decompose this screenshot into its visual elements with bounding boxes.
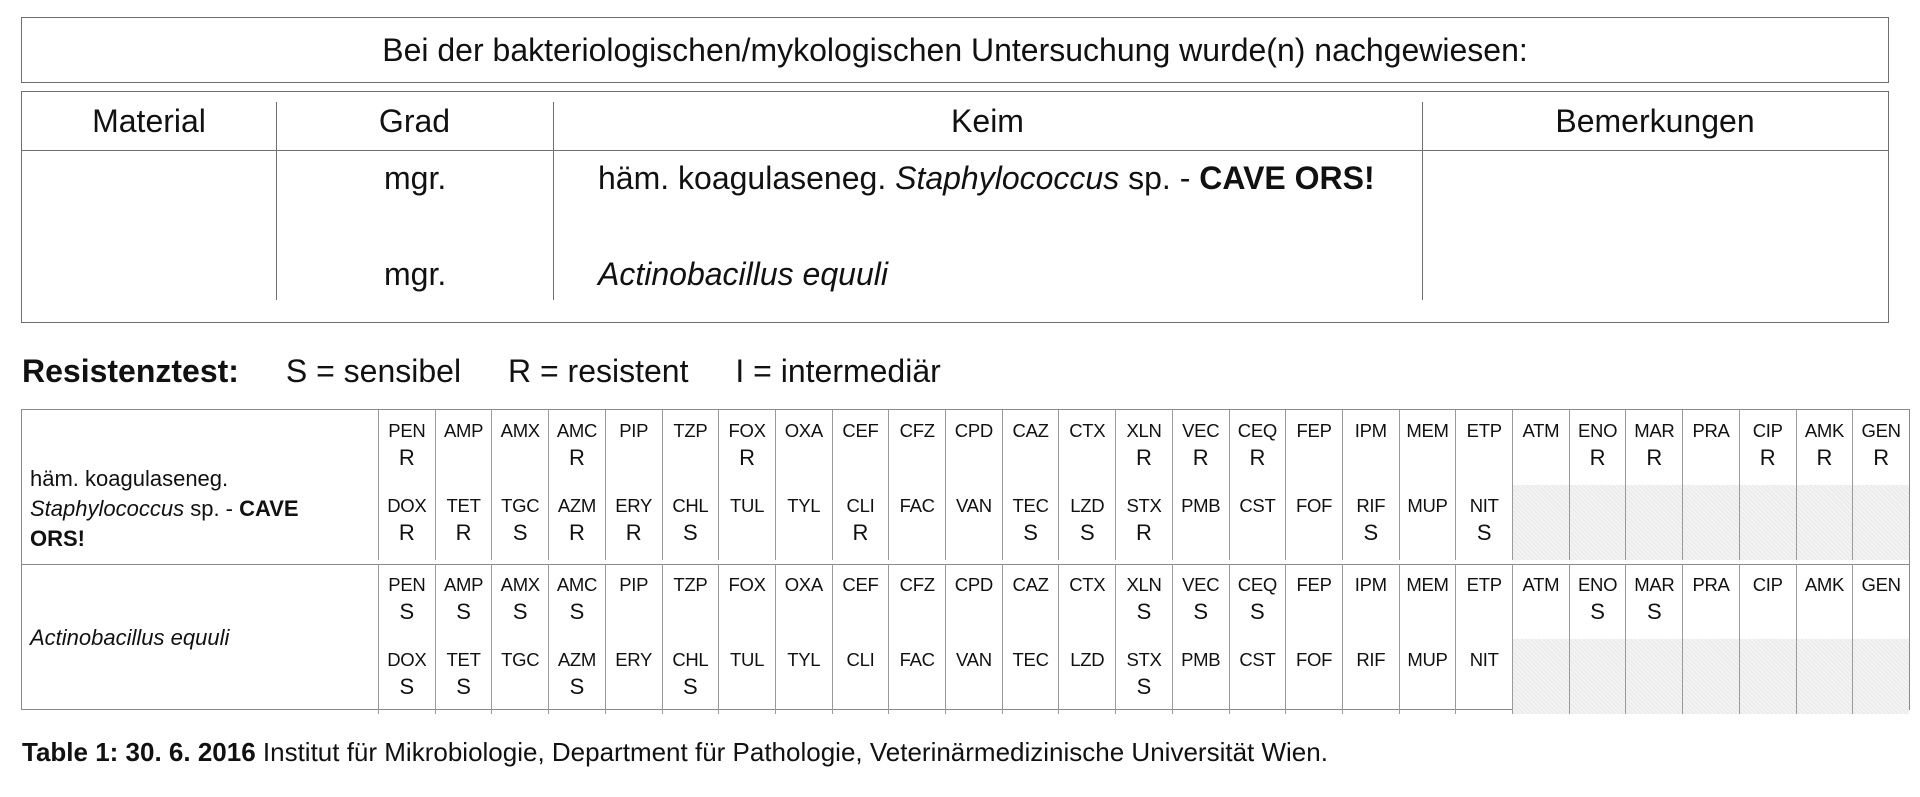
antibiotic-code: LZD <box>1070 649 1105 670</box>
antibiotic-code: ATM <box>1522 574 1560 595</box>
resistance-cell <box>1002 564 1059 639</box>
keim-cell <box>598 158 1398 198</box>
antibiotic-code: AMP <box>443 420 484 441</box>
antibiotic-code: CTX <box>1069 420 1106 441</box>
resistance-result: R <box>1136 520 1152 545</box>
resistance-cell <box>1852 410 1909 485</box>
resistance-cell <box>775 410 832 485</box>
resistance-cell <box>1569 639 1626 714</box>
antibiotic-code: DOX <box>387 649 427 670</box>
resistance-cell <box>1058 485 1115 560</box>
resistance-result: R <box>625 520 642 545</box>
resistance-cell <box>548 639 605 714</box>
resistance-cell <box>888 410 945 485</box>
resistance-cell <box>1399 485 1456 560</box>
resistance-cell <box>832 564 889 639</box>
antibiotic-code: XLN <box>1126 420 1162 441</box>
antibiotic-code: GEN <box>1861 574 1901 595</box>
resistance-cell <box>1625 485 1682 560</box>
column-header-keim: Keim <box>951 102 1024 139</box>
antibiotic-code: AMC <box>556 420 598 441</box>
resistance-cell <box>718 639 775 714</box>
resistance-cell <box>945 564 1002 639</box>
resistance-cell <box>378 485 435 560</box>
resistance-cell <box>378 410 435 485</box>
resistance-cell <box>1682 410 1739 485</box>
resistance-cell <box>1058 564 1115 639</box>
antibiotic-code: CIP <box>1752 420 1783 441</box>
antibiotic-code: CLI <box>846 649 875 670</box>
resistance-grid <box>378 410 1909 560</box>
resistance-cell <box>1512 485 1569 560</box>
antibiotic-code: PIP <box>619 574 649 595</box>
resistance-result: S <box>1193 599 1209 624</box>
antibiotic-code: OXA <box>784 574 823 595</box>
resistance-table <box>21 409 1910 710</box>
antibiotic-code: CEQ <box>1237 420 1277 441</box>
antibiotic-code: MUP <box>1407 649 1448 670</box>
antibiotic-code: VEC <box>1182 420 1220 441</box>
column-header-bemerkungen: Bemerkungen <box>1555 102 1755 139</box>
resistance-result: S <box>569 674 585 699</box>
antibiotic-code: RIF <box>1356 649 1386 670</box>
resistance-cell <box>1002 639 1059 714</box>
antibiotic-code: XLN <box>1126 574 1162 595</box>
antibiotic-code: TET <box>446 649 481 670</box>
antibiotic-code: CEF <box>842 420 879 441</box>
resistance-cell <box>718 485 775 560</box>
antibiotic-code: FOF <box>1296 649 1333 670</box>
resistance-cell <box>1852 564 1909 639</box>
caption-text: Institut für Mikrobiologie, Department für Pathologie, Veterinärmedizinische Universität Wien. <box>255 737 1328 767</box>
resistance-cell <box>1455 639 1512 714</box>
column-divider <box>276 102 277 300</box>
resistance-cell <box>1796 564 1853 639</box>
resistance-cell <box>1399 410 1456 485</box>
keim-genus: Staphylococcus <box>895 160 1120 196</box>
resistance-cell <box>605 485 662 560</box>
resistance-cell <box>1739 485 1796 560</box>
organism-label: Actinobacillus equuli <box>30 625 230 650</box>
resistance-cell <box>1058 639 1115 714</box>
antibiotic-code: ETP <box>1466 574 1502 595</box>
resistance-result: S <box>1250 599 1265 624</box>
resistance-cell <box>1569 564 1626 639</box>
resistance-cell <box>1115 639 1172 714</box>
resistance-cell <box>1455 564 1512 639</box>
resistance-cell <box>1569 410 1626 485</box>
resistance-cell <box>435 485 492 560</box>
antibiotic-code: MUP <box>1407 495 1448 516</box>
antibiotic-code: CPD <box>954 574 993 595</box>
resistance-cell <box>662 564 719 639</box>
antibiotic-code: CAZ <box>1012 420 1049 441</box>
antibiotic-code: MAR <box>1634 420 1675 441</box>
resistance-cell <box>1285 564 1342 639</box>
resistance-cell <box>1172 485 1229 560</box>
resistance-cell <box>1115 410 1172 485</box>
resistance-cell <box>1399 564 1456 639</box>
antibiotic-code: CST <box>1239 495 1276 516</box>
findings-header <box>21 17 1889 83</box>
resistance-result: S <box>399 674 415 699</box>
resistance-cell <box>1115 485 1172 560</box>
antibiotic-code: PMB <box>1181 495 1221 516</box>
resistance-result: S <box>1476 520 1492 545</box>
resistance-cell <box>888 639 945 714</box>
resistance-cell <box>605 639 662 714</box>
legend-item: R = resistent <box>507 353 689 389</box>
resistance-result: S <box>1363 520 1379 545</box>
antibiotic-code: PRA <box>1692 420 1730 441</box>
antibiotic-code: TEC <box>1012 649 1049 670</box>
antibiotic-code: CAZ <box>1012 574 1049 595</box>
resistance-result: S <box>569 599 585 624</box>
resistance-cell <box>1285 410 1342 485</box>
resistance-cell <box>548 564 605 639</box>
antibiotic-code: CEQ <box>1237 574 1277 595</box>
antibiotic-code: NIT <box>1469 495 1499 516</box>
resistance-cell <box>662 410 719 485</box>
antibiotic-code: CPD <box>954 420 993 441</box>
antibiotic-code: PRA <box>1692 574 1730 595</box>
resistance-result: S <box>1023 520 1038 545</box>
resistance-result: S <box>399 599 415 624</box>
resistance-cell <box>1512 410 1569 485</box>
antibiotic-code: TYL <box>787 495 821 516</box>
antibiotic-code: TZP <box>673 420 708 441</box>
antibiotic-code: PIP <box>619 420 649 441</box>
resistance-cell <box>662 485 719 560</box>
resistance-cell <box>1682 639 1739 714</box>
findings-table <box>21 91 1889 323</box>
column-header-grad: Grad <box>378 102 451 139</box>
antibiotic-code: VAN <box>955 495 992 516</box>
antibiotic-code: NIT <box>1469 649 1499 670</box>
resistance-cell <box>945 639 1002 714</box>
antibiotic-code: CFZ <box>899 420 935 441</box>
resistance-cell <box>605 564 662 639</box>
antibiotic-code: IPM <box>1354 420 1387 441</box>
resistance-cell <box>945 485 1002 560</box>
resistance-result: R <box>398 445 415 470</box>
resistance-cell <box>1229 639 1286 714</box>
resistance-cell <box>1625 410 1682 485</box>
antibiotic-code: TGC <box>501 649 540 670</box>
antibiotic-code: TYL <box>787 649 821 670</box>
antibiotic-code: TET <box>446 495 481 516</box>
resistance-cell <box>775 639 832 714</box>
antibiotic-code: CLI <box>846 495 875 516</box>
resistance-cell <box>1852 639 1909 714</box>
resistance-cell <box>1625 564 1682 639</box>
resistance-result: S <box>683 520 698 545</box>
organism-name-line <box>30 494 299 524</box>
antibiotic-code: FOX <box>728 574 766 595</box>
resistance-cell <box>775 485 832 560</box>
resistance-cell <box>1002 410 1059 485</box>
resistance-result: S <box>1079 520 1095 545</box>
resistance-cell <box>435 410 492 485</box>
antibiotic-code: VEC <box>1182 574 1220 595</box>
antibiotic-code: LZD <box>1070 495 1105 516</box>
antibiotic-code: STX <box>1126 495 1162 516</box>
antibiotic-code: AMC <box>556 574 598 595</box>
antibiotic-code: AMP <box>443 574 484 595</box>
resistance-result: R <box>398 520 415 545</box>
resistance-cell <box>718 564 775 639</box>
resistance-result: S <box>1136 674 1152 699</box>
antibiotic-code: TEC <box>1012 495 1049 516</box>
antibiotic-code: FAC <box>899 649 935 670</box>
antibiotic-code: CTX <box>1069 574 1106 595</box>
resistance-cell <box>378 639 435 714</box>
keim-text: häm. koagulaseneg. <box>598 160 896 196</box>
resistance-cell <box>1739 410 1796 485</box>
antibiotic-code: MEM <box>1406 574 1449 595</box>
resistance-result: S <box>1646 599 1662 624</box>
antibiotic-code: AMK <box>1804 420 1845 441</box>
resistance-cell <box>1512 564 1569 639</box>
antibiotic-code: CEF <box>842 574 879 595</box>
resistance-result: S <box>1136 599 1152 624</box>
antibiotic-code: AMX <box>500 574 540 595</box>
keim-warning: CAVE ORS! <box>1199 160 1375 196</box>
column-divider <box>1422 102 1423 300</box>
antibiotic-code: CHL <box>672 649 709 670</box>
resistance-result: R <box>569 445 585 470</box>
resistance-cell <box>378 564 435 639</box>
legend-item: I = intermediär <box>735 353 941 389</box>
antibiotic-code: ATM <box>1522 420 1560 441</box>
resistance-cell <box>605 410 662 485</box>
antibiotic-code: ERY <box>615 495 653 516</box>
antibiotic-code: AMK <box>1804 574 1845 595</box>
resistance-cell <box>1625 639 1682 714</box>
antibiotic-code: FOF <box>1296 495 1333 516</box>
resistance-cell <box>1172 639 1229 714</box>
antibiotic-code: ENO <box>1578 420 1618 441</box>
antibiotic-code: VAN <box>955 649 992 670</box>
resistance-cell <box>1172 410 1229 485</box>
resistance-cell <box>491 564 548 639</box>
header-divider <box>22 150 1888 151</box>
resistance-cell <box>945 410 1002 485</box>
organism-label <box>30 464 299 554</box>
antibiotic-code: MEM <box>1406 420 1449 441</box>
organism-name: häm. koagulaseneg. <box>30 466 229 491</box>
resistance-cell <box>888 485 945 560</box>
resistance-cell <box>435 564 492 639</box>
organism-warning: ORS! <box>30 526 85 551</box>
resistance-result: R <box>569 520 585 545</box>
antibiotic-code: AZM <box>557 649 597 670</box>
resistance-result: R <box>1589 445 1606 470</box>
grad-cell: mgr. <box>384 256 447 292</box>
resistance-cell <box>1115 564 1172 639</box>
findings-header-title: Bei der bakteriologischen/mykologischen Untersuchung wurde(n) nachgewiesen: <box>382 31 1528 68</box>
antibiotic-code: PMB <box>1181 649 1221 670</box>
antibiotic-code: FAC <box>899 495 935 516</box>
antibiotic-code: IPM <box>1354 574 1387 595</box>
resistance-cell <box>1342 564 1399 639</box>
resistance-cell <box>1455 485 1512 560</box>
resistance-cell <box>1796 485 1853 560</box>
antibiotic-code: CFZ <box>899 574 935 595</box>
resistance-cell <box>1455 410 1512 485</box>
antibiotic-code: CST <box>1239 649 1276 670</box>
antibiotic-code: GEN <box>1861 420 1901 441</box>
organism-genus: Staphylococcus <box>30 496 185 521</box>
resistance-cell <box>1002 485 1059 560</box>
antibiotic-code: TUL <box>730 649 765 670</box>
resistance-cell <box>1229 485 1286 560</box>
resistance-cell <box>1569 485 1626 560</box>
column-header-material: Material <box>92 102 206 139</box>
resistance-cell <box>1682 485 1739 560</box>
resistance-cell <box>1342 410 1399 485</box>
resistance-cell <box>491 410 548 485</box>
grad-cell: mgr. <box>384 160 447 196</box>
antibiotic-code: AZM <box>557 495 597 516</box>
resistance-cell <box>1058 410 1115 485</box>
resistance-result: S <box>1590 599 1605 624</box>
antibiotic-code: ETP <box>1466 420 1502 441</box>
antibiotic-code: STX <box>1126 649 1162 670</box>
resistance-cell <box>1796 410 1853 485</box>
keim-cell: Actinobacillus equuli <box>598 256 888 292</box>
antibiotic-code: PEN <box>388 574 426 595</box>
resistance-cell <box>1512 639 1569 714</box>
resistance-cell <box>435 639 492 714</box>
organism-name: sp. - <box>184 496 240 521</box>
resistance-cell <box>662 639 719 714</box>
resistance-cell <box>832 639 889 714</box>
resistance-cell <box>491 485 548 560</box>
antibiotic-code: TUL <box>730 495 765 516</box>
antibiotic-code: RIF <box>1356 495 1386 516</box>
resistance-result: S <box>456 599 471 624</box>
resistance-result: S <box>512 520 528 545</box>
resistance-result: R <box>1873 445 1890 470</box>
resistance-cell <box>1342 639 1399 714</box>
keim-text: sp. - <box>1119 160 1200 196</box>
resistance-cell <box>1229 564 1286 639</box>
antibiotic-code: CIP <box>1752 574 1783 595</box>
antibiotic-code: PEN <box>388 420 426 441</box>
legend-item: S = sensibel <box>285 353 462 389</box>
resistance-cell <box>775 564 832 639</box>
resistance-result: S <box>512 599 528 624</box>
resistance-result: S <box>456 674 471 699</box>
resistance-cell <box>1796 639 1853 714</box>
column-divider <box>553 102 554 300</box>
resistance-result: R <box>455 520 472 545</box>
resistance-cell <box>491 639 548 714</box>
organism-warning: CAVE <box>239 496 299 521</box>
resistance-cell <box>548 410 605 485</box>
antibiotic-code: FEP <box>1296 574 1332 595</box>
resistance-result: R <box>1816 445 1833 470</box>
resistance-result: R <box>739 445 756 470</box>
caption-label: Table 1: 30. 6. 2016 <box>22 737 256 767</box>
resistance-cell <box>1285 485 1342 560</box>
resistance-cell <box>1229 410 1286 485</box>
resistance-cell <box>832 485 889 560</box>
resistance-cell <box>548 485 605 560</box>
resistance-result: S <box>683 674 698 699</box>
resistance-result: R <box>1759 445 1776 470</box>
resistance-cell <box>1852 485 1909 560</box>
antibiotic-code: OXA <box>784 420 823 441</box>
antibiotic-code: TGC <box>501 495 540 516</box>
resistance-cell <box>718 410 775 485</box>
antibiotic-code: TZP <box>673 574 708 595</box>
resistance-cell <box>1739 639 1796 714</box>
resistance-grid <box>378 564 1909 714</box>
resistance-cell <box>1682 564 1739 639</box>
resistance-cell <box>1399 639 1456 714</box>
resistance-result: R <box>1192 445 1209 470</box>
resistance-cell <box>1739 564 1796 639</box>
resistance-legend <box>22 353 979 390</box>
antibiotic-code: AMX <box>500 420 540 441</box>
resistance-cell <box>832 410 889 485</box>
legend-title: Resistenztest: <box>22 353 239 389</box>
antibiotic-code: FEP <box>1296 420 1332 441</box>
resistance-result: R <box>1646 445 1663 470</box>
antibiotic-code: ENO <box>1578 574 1618 595</box>
resistance-cell <box>1342 485 1399 560</box>
resistance-result: R <box>1136 445 1152 470</box>
antibiotic-code: MAR <box>1634 574 1675 595</box>
antibiotic-code: ERY <box>615 649 653 670</box>
antibiotic-code: CHL <box>672 495 709 516</box>
resistance-cell <box>1285 639 1342 714</box>
antibiotic-code: DOX <box>387 495 427 516</box>
resistance-result: R <box>1249 445 1266 470</box>
table-caption <box>22 737 1328 768</box>
resistance-cell <box>1172 564 1229 639</box>
resistance-result: R <box>852 520 869 545</box>
antibiotic-code: FOX <box>728 420 766 441</box>
resistance-cell <box>888 564 945 639</box>
